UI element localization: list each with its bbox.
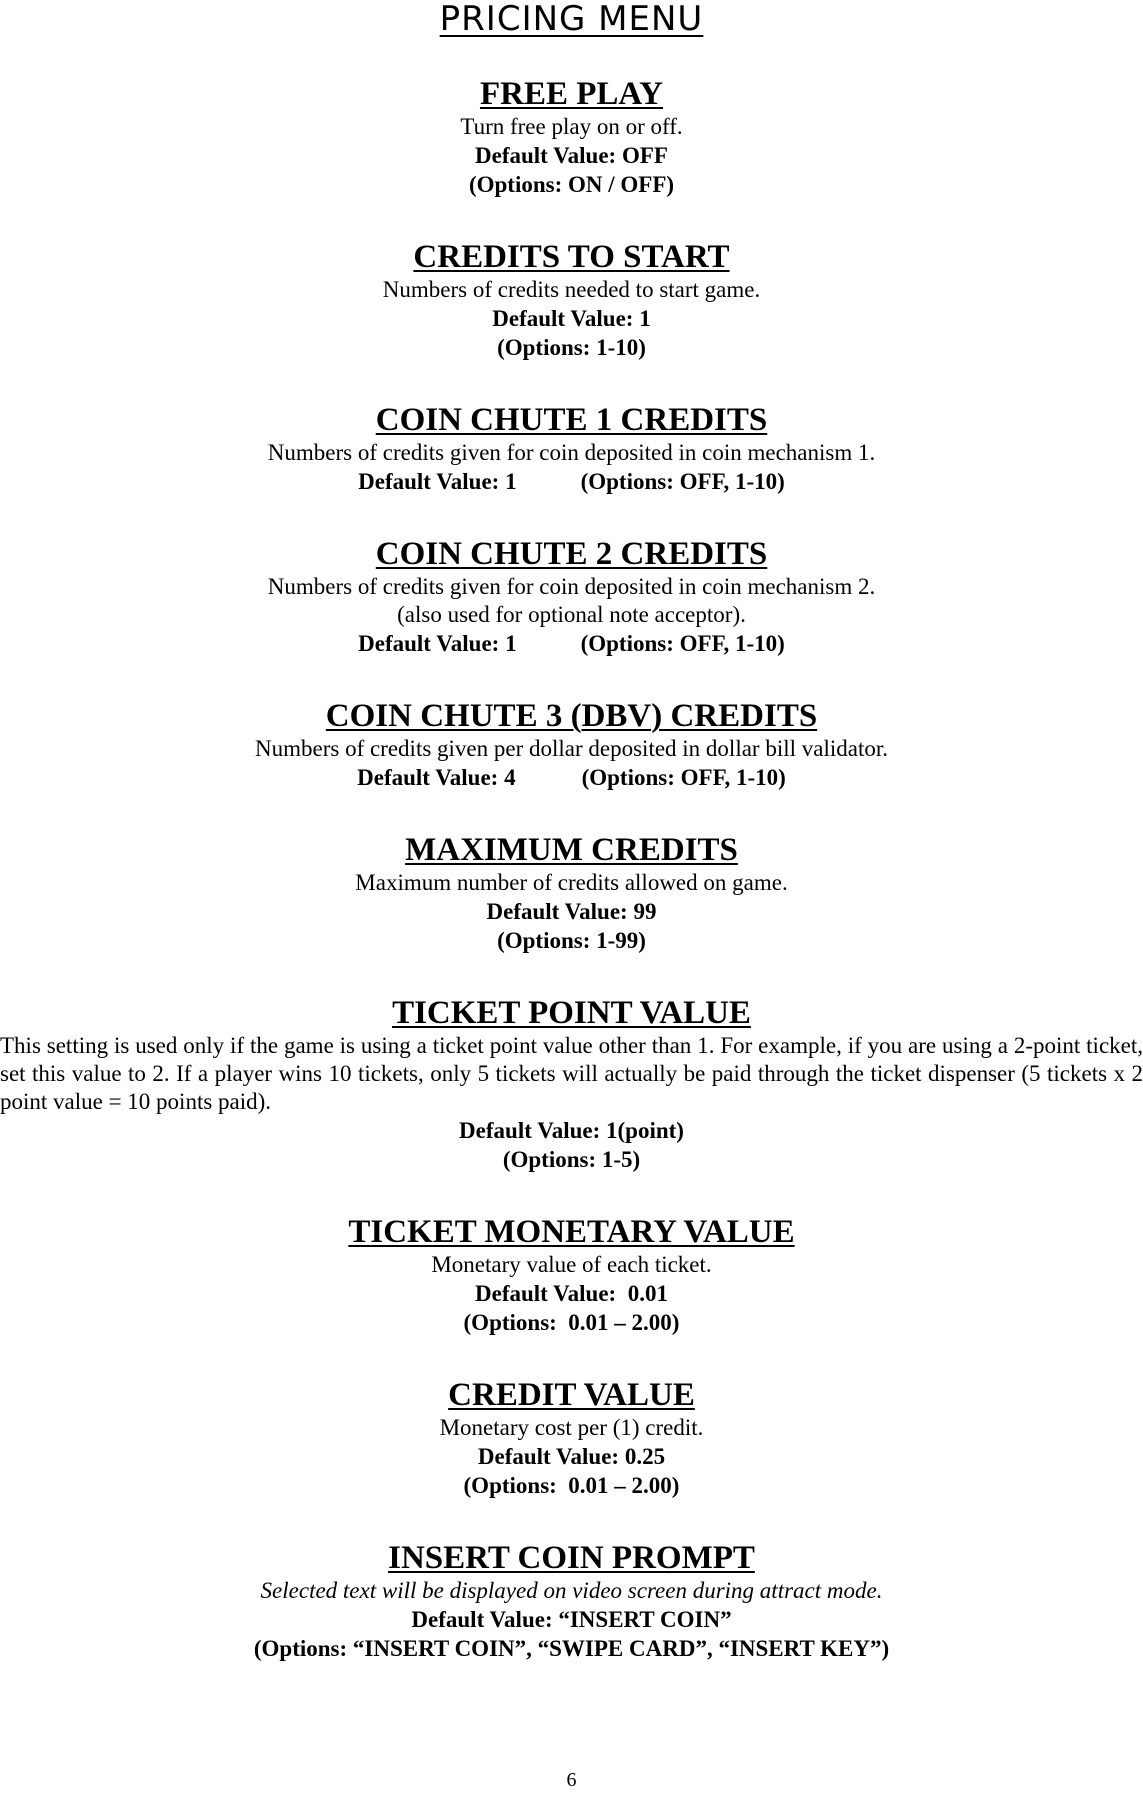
default-value: Default Value: 1 xyxy=(492,306,651,331)
section-title: CREDITS TO START xyxy=(413,239,730,275)
default-value: Default Value: 99 xyxy=(486,899,657,924)
options: (Options: 1-10) xyxy=(497,335,646,360)
options: (Options: OFF, 1-10) xyxy=(581,765,786,790)
default-value: Default Value: 1 xyxy=(358,469,517,494)
options: (Options: OFF, 1-10) xyxy=(580,469,785,494)
section-title: INSERT COIN PROMPT xyxy=(388,1540,755,1576)
settings-list xyxy=(0,76,1143,1703)
section-description: Maximum number of credits allowed on game. xyxy=(355,870,788,895)
section-insert-coin-prompt xyxy=(0,1540,1143,1663)
default-options-line xyxy=(0,763,1143,792)
section-description-extra: (also used for optional note acceptor). xyxy=(397,602,746,627)
section-title: CREDIT VALUE xyxy=(448,1377,695,1413)
section-free-play xyxy=(0,76,1143,199)
section-title: TICKET MONETARY VALUE xyxy=(348,1214,795,1250)
section-title: COIN CHUTE 3 (DBV) CREDITS xyxy=(325,698,818,734)
section-coin-chute-1 xyxy=(0,402,1143,496)
default-value: Default Value: 1 xyxy=(358,631,517,656)
section-description: Numbers of credits given for coin deposited in coin mechanism 1. xyxy=(267,440,876,465)
options: (Options: 1-99) xyxy=(497,928,646,953)
section-title: TICKET POINT VALUE xyxy=(392,995,751,1031)
section-ticket-monetary-value xyxy=(0,1214,1143,1337)
section-credits-to-start xyxy=(0,239,1143,362)
section-description: This setting is used only if the game is using a ticket point value other than 1. For example, if you are using a 2-point ticket, set this value to 2. If a player wins 10 tickets, only 5 tickets will actually be paid through the ticket dispenser (5 tickets x 2 point value = 10 points paid). xyxy=(0,1033,1143,1114)
options: (Options: “INSERT COIN”, “SWIPE CARD”, “INSERT KEY”) xyxy=(253,1636,890,1661)
section-coin-chute-3 xyxy=(0,698,1143,792)
default-value: Default Value: 1(point) xyxy=(459,1118,684,1143)
page-number: 6 xyxy=(566,1769,577,1791)
section-title: COIN CHUTE 1 CREDITS xyxy=(375,402,768,438)
section-description: Numbers of credits needed to start game. xyxy=(382,277,761,302)
default-options-line xyxy=(0,629,1143,658)
section-credit-value xyxy=(0,1377,1143,1500)
options: (Options: ON / OFF) xyxy=(468,172,675,197)
default-value: Default Value: OFF xyxy=(475,143,668,168)
default-value: Default Value: 0.25 xyxy=(477,1444,666,1469)
default-value: Default Value: 4 xyxy=(357,765,516,790)
page-title-text: PRICING MENU xyxy=(439,0,704,39)
default-value: Default Value: 0.01 xyxy=(475,1281,668,1306)
section-maximum-credits xyxy=(0,832,1143,955)
page-title xyxy=(0,0,1143,38)
section-title: MAXIMUM CREDITS xyxy=(405,832,738,868)
options: (Options: 0.01 – 2.00) xyxy=(463,1310,680,1335)
section-ticket-point-value xyxy=(0,995,1143,1174)
section-coin-chute-2 xyxy=(0,536,1143,658)
section-title: FREE PLAY xyxy=(479,76,664,112)
options: (Options: 1-5) xyxy=(502,1147,641,1172)
default-options-line xyxy=(0,467,1143,496)
section-title: COIN CHUTE 2 CREDITS xyxy=(375,536,768,572)
section-description: Selected text will be displayed on video screen during attract mode. xyxy=(260,1578,883,1603)
options: (Options: OFF, 1-10) xyxy=(580,631,785,656)
options: (Options: 0.01 – 2.00) xyxy=(463,1473,680,1498)
default-value: Default Value: “INSERT COIN” xyxy=(411,1607,732,1632)
section-description: Monetary cost per (1) credit. xyxy=(439,1415,704,1440)
section-description: Numbers of credits given per dollar deposited in dollar bill validator. xyxy=(255,736,888,761)
section-description: Turn free play on or off. xyxy=(460,114,683,139)
section-description: Monetary value of each ticket. xyxy=(431,1252,712,1277)
section-description: Numbers of credits given for coin deposited in coin mechanism 2. xyxy=(267,574,876,599)
